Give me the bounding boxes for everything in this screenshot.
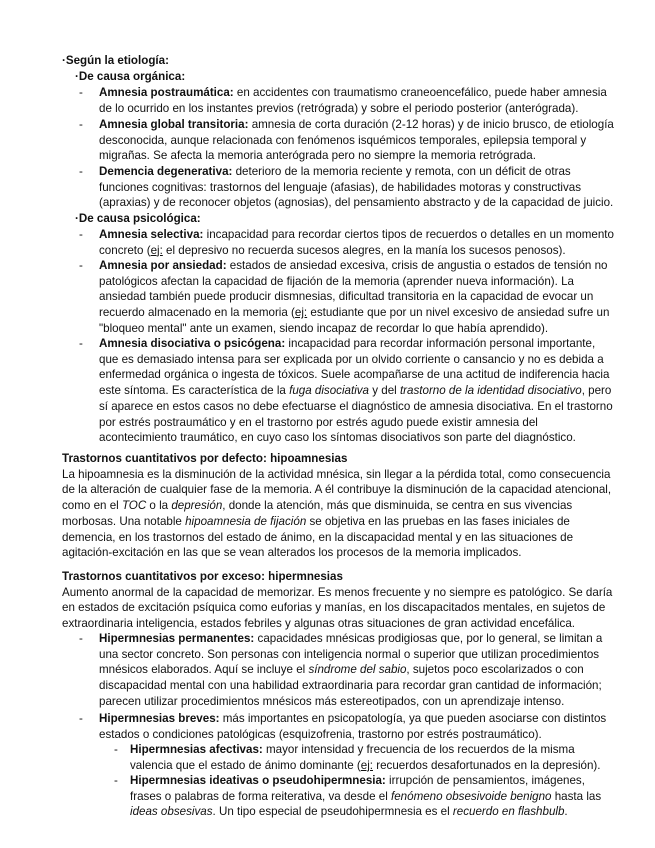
line-text: enfermedad orgánica o ingesta de tóxicos. Suele acompañarse de una actitud de indiferencia hacia	[99, 368, 610, 382]
text-line	[130, 804, 568, 820]
line-text: una sector concreto. Son personas con inteligencia normal o superior que utilizan procedimientos	[99, 647, 600, 661]
text-line	[62, 514, 570, 530]
text-line	[99, 117, 614, 133]
text-line	[62, 616, 575, 632]
line-text: funciones cognitivas: trastornos del lenguaje (afasias), de habilidades motoras y constructivas	[99, 180, 582, 194]
line-text: incapacidad para recordar ciertos tipos de recuerdos o detalles en un momento	[203, 228, 614, 241]
bold-term: Amnesia selectiva:	[99, 228, 204, 241]
line-text: este síntoma. Es característica de la	[99, 384, 290, 398]
text-line	[99, 133, 586, 149]
line-text: , pero	[581, 384, 612, 398]
line-text: que es demasiado intensa para ser explicada por un olvido corriente o cansancio y no es debida a	[99, 352, 604, 366]
text-line	[99, 631, 602, 647]
text-line	[99, 85, 607, 101]
line-text: o la	[146, 499, 172, 513]
bullet-dash: -	[79, 86, 83, 99]
italic-term: hipoamnesia de fijación	[185, 514, 307, 528]
line-text: (apraxias) y de reconocer objetos (agnosias), del pensamiento abstracto y de la capacidad de juicio.	[99, 196, 614, 210]
line-text: Aumento anormal de la capacidad de memorizar. Es menos frecuente y no siempre es patológico. Se daría	[62, 585, 613, 599]
text-line	[62, 467, 610, 483]
italic-term: fenómeno obsesivoide benigno	[391, 789, 552, 803]
line-text: en estados de excitación psíquica como euforias y manías, en los discapacitados mentales, en sujetos de	[62, 601, 606, 615]
line-text: frases o palabras de forma reiterativa, va desde el	[130, 789, 391, 803]
text-line	[130, 789, 601, 805]
text-line	[62, 569, 343, 585]
bold-term: Hipermnesias afectivas:	[130, 743, 263, 756]
line-text: La hipoamnesia es la disminución de la actividad mnésica, sin llegar a la pérdida total, como consecuencia	[62, 467, 611, 481]
bullet-dash: -	[79, 165, 83, 178]
bullet-dash: -	[79, 118, 83, 131]
text-line	[130, 742, 575, 758]
text-line	[99, 148, 536, 164]
line-text: amnesia de corta duración (2-12 horas) y de inicio brusco, de etiología	[248, 118, 614, 131]
bullet-dash: -	[79, 259, 83, 272]
text-line	[62, 451, 347, 467]
text-line	[99, 647, 599, 663]
line-text: migrañas. Se afecta la memoria anterógrada pero no siempre la memoria retrógrada.	[99, 149, 536, 163]
line-text: estados o condiciones patológicas (esquizofrenia, trastorno por estrés postraumático).	[99, 727, 542, 741]
line-text: desconocida, aunque relacionada con fenómenos isquémicos temporales, epilepsia temporal y	[99, 133, 587, 147]
bold-term: ·De causa psicológica:	[75, 212, 201, 225]
line-text: recuerdo almacenado en la memoria (	[99, 306, 295, 320]
line-text: . Un tipo especial de pseudohipermnesia es el	[212, 805, 453, 819]
text-line	[99, 101, 578, 117]
text-line	[62, 585, 612, 601]
text-line	[62, 600, 605, 616]
text-line	[62, 53, 169, 69]
line-text: más importantes en psicopatología, ya que pueden asociarse con distintos	[219, 712, 607, 725]
text-line	[62, 482, 611, 498]
line-text: acontecimiento traumático, en cuyo caso los síntomas disociativos son parte del diagnóstico.	[99, 431, 576, 445]
italic-term: recuerdo en flashbulb	[452, 805, 565, 819]
bold-term: Amnesia por ansiedad:	[99, 259, 227, 272]
line-text: agitación-excitación en las que se vean alterados los procesos de la memoria implicados.	[62, 546, 522, 560]
line-text: y del	[369, 384, 400, 398]
line-text: estudiante que por un nivel excesivo de ansiedad sufre un	[307, 306, 610, 320]
line-text: morbosas. Una notable	[62, 514, 186, 528]
text-line	[99, 430, 576, 446]
italic-term: fuga disociativa	[289, 384, 370, 398]
bold-term: Demencia degenerativa:	[99, 165, 233, 178]
line-text: "bloqueo mental" ante un examen, siendo incapaz de recordar lo que había aprendido).	[99, 321, 549, 335]
bold-term: Trastornos cuantitativos por exceso: hipermnesias	[62, 570, 343, 583]
bold-term: Amnesia postraumática:	[99, 86, 234, 99]
text-line	[99, 727, 542, 743]
italic-term: depresión	[171, 499, 223, 513]
bullet-dash: -	[79, 712, 83, 725]
text-line	[75, 211, 201, 227]
text-line	[99, 243, 566, 259]
italic-term: trastorno de la identidad disociativo	[399, 384, 582, 398]
text-line	[99, 352, 604, 368]
bold-term: ·Según la etiología:	[62, 54, 169, 67]
text-line	[130, 758, 601, 774]
text-line	[99, 321, 548, 337]
text-line	[99, 383, 611, 399]
text-line	[62, 530, 573, 546]
line-text: concreto (	[99, 243, 151, 257]
bullet-dash: -	[114, 743, 118, 756]
bold-term: Hipermnesias permanentes:	[99, 632, 255, 645]
underlined-abbrev: ej:	[360, 758, 373, 772]
italic-term: ideas obsesivas	[130, 805, 213, 819]
bold-term: Trastornos cuantitativos por defecto: hipoamnesias	[62, 452, 348, 465]
bullet-dash: -	[79, 228, 83, 241]
text-line	[99, 415, 538, 431]
text-line	[99, 195, 613, 211]
bullet-dash: -	[79, 632, 83, 645]
line-text: deterioro de la memoria reciente y remota, con un déficit de otras	[232, 165, 571, 178]
line-text: irrupción de pensamientos, imágenes,	[385, 774, 585, 787]
italic-term: TOC	[121, 499, 147, 513]
line-text: como en el	[62, 499, 122, 513]
text-line	[62, 545, 522, 561]
line-text: capacidades mnésicas prodigiosas que, por lo general, se limitan a	[254, 632, 603, 645]
text-line	[99, 305, 609, 321]
bullet-dash: -	[79, 337, 83, 350]
bold-term: Hipermnesias ideativas o pseudohipermnesia:	[130, 774, 386, 787]
underlined-abbrev: ej:	[150, 243, 163, 257]
line-text: parecen utilizar procedimientos mnésicos más estereotipados, con un aprendizaje intenso.	[99, 694, 565, 708]
line-text: demencia, en los trastornos del estado de ánimo, en la discapacidad mental y en las situaciones de	[62, 530, 574, 544]
line-text: hasta las	[551, 789, 602, 803]
text-line	[75, 69, 185, 85]
italic-term: síndrome del sabio	[308, 663, 407, 677]
line-text: extraordinaria inteligencia, estados febriles y algunas otras situaciones de gran actividad encefálica.	[62, 617, 576, 631]
text-line	[99, 336, 595, 352]
text-line	[99, 694, 564, 710]
underlined-abbrev: ej:	[294, 306, 308, 320]
line-text: , donde la atención, más que disminuida, se centra en sus vivencias	[222, 499, 573, 513]
line-text: de la alteración de cualquier fase de la memoria. A él contribuye la disminución de la capacidad atencional,	[62, 483, 612, 497]
text-line	[99, 227, 614, 243]
text-line	[99, 678, 602, 694]
text-line	[99, 164, 571, 180]
text-line	[99, 662, 584, 678]
line-text: sí aparece en estos casos no debe efectuarse el diagnóstico de amnesia disociativa. En el trastorno	[99, 399, 613, 413]
line-text: en accidentes con traumatismo craneoencefálico, puede haber amnesia	[233, 86, 607, 99]
bold-term: ·De causa orgánica:	[75, 70, 186, 83]
line-text: incapacidad para recordar información personal importante,	[285, 337, 596, 350]
line-text: por estrés postraumático y en el trastorno por estrés agudo puede existir amnesia del	[99, 415, 538, 429]
line-text: recuerdos desafortunados en la depresión).	[373, 758, 601, 772]
text-line	[99, 399, 613, 415]
text-line	[62, 498, 572, 514]
bold-term: Amnesia disociativa o psicógena:	[99, 337, 286, 350]
text-line	[99, 180, 581, 196]
line-text: ansiedad también puede producir dismnesias, dificultad transitoria en la capacidad de evocar un	[99, 290, 594, 304]
line-text: , sujetos poco escolarizados o con	[406, 663, 584, 677]
line-text: de lo ocurrido en los instantes previos (retrógrada) y sobre el periodo posterior (anterógrada).	[99, 101, 579, 115]
text-line	[99, 289, 593, 305]
line-text: patológicos afectan la capacidad de fijación de la memoria (aprender nueva información). La	[99, 274, 574, 288]
line-text: discapacidad mental con una habilidad extraordinaria para recordar gran cantidad de información;	[99, 679, 602, 693]
text-line	[99, 367, 609, 383]
line-text: mayor intensidad y frecuencia de los recuerdos de la misma	[262, 743, 575, 756]
line-text: se objetiva en las pruebas en las fases iniciales de	[306, 514, 570, 528]
line-text: estados de ansiedad excesiva, crisis de angustia o estados de tensión no	[226, 259, 608, 272]
bold-term: Amnesia global transitoria:	[99, 118, 249, 131]
text-line	[99, 274, 574, 290]
line-text: el depresivo no recuerda sucesos alegres, en la manía los sucesos penosos).	[162, 243, 566, 257]
line-text: mnésicos elaborados. Aquí se incluye el	[99, 663, 309, 677]
line-text: valencia que el estado de ánimo dominante (	[130, 758, 361, 772]
bold-term: Hipermnesias breves:	[99, 712, 220, 725]
bullet-dash: -	[114, 774, 118, 787]
text-line	[99, 258, 608, 274]
line-text: .	[564, 805, 568, 819]
text-line	[99, 711, 606, 727]
text-line	[130, 773, 585, 789]
